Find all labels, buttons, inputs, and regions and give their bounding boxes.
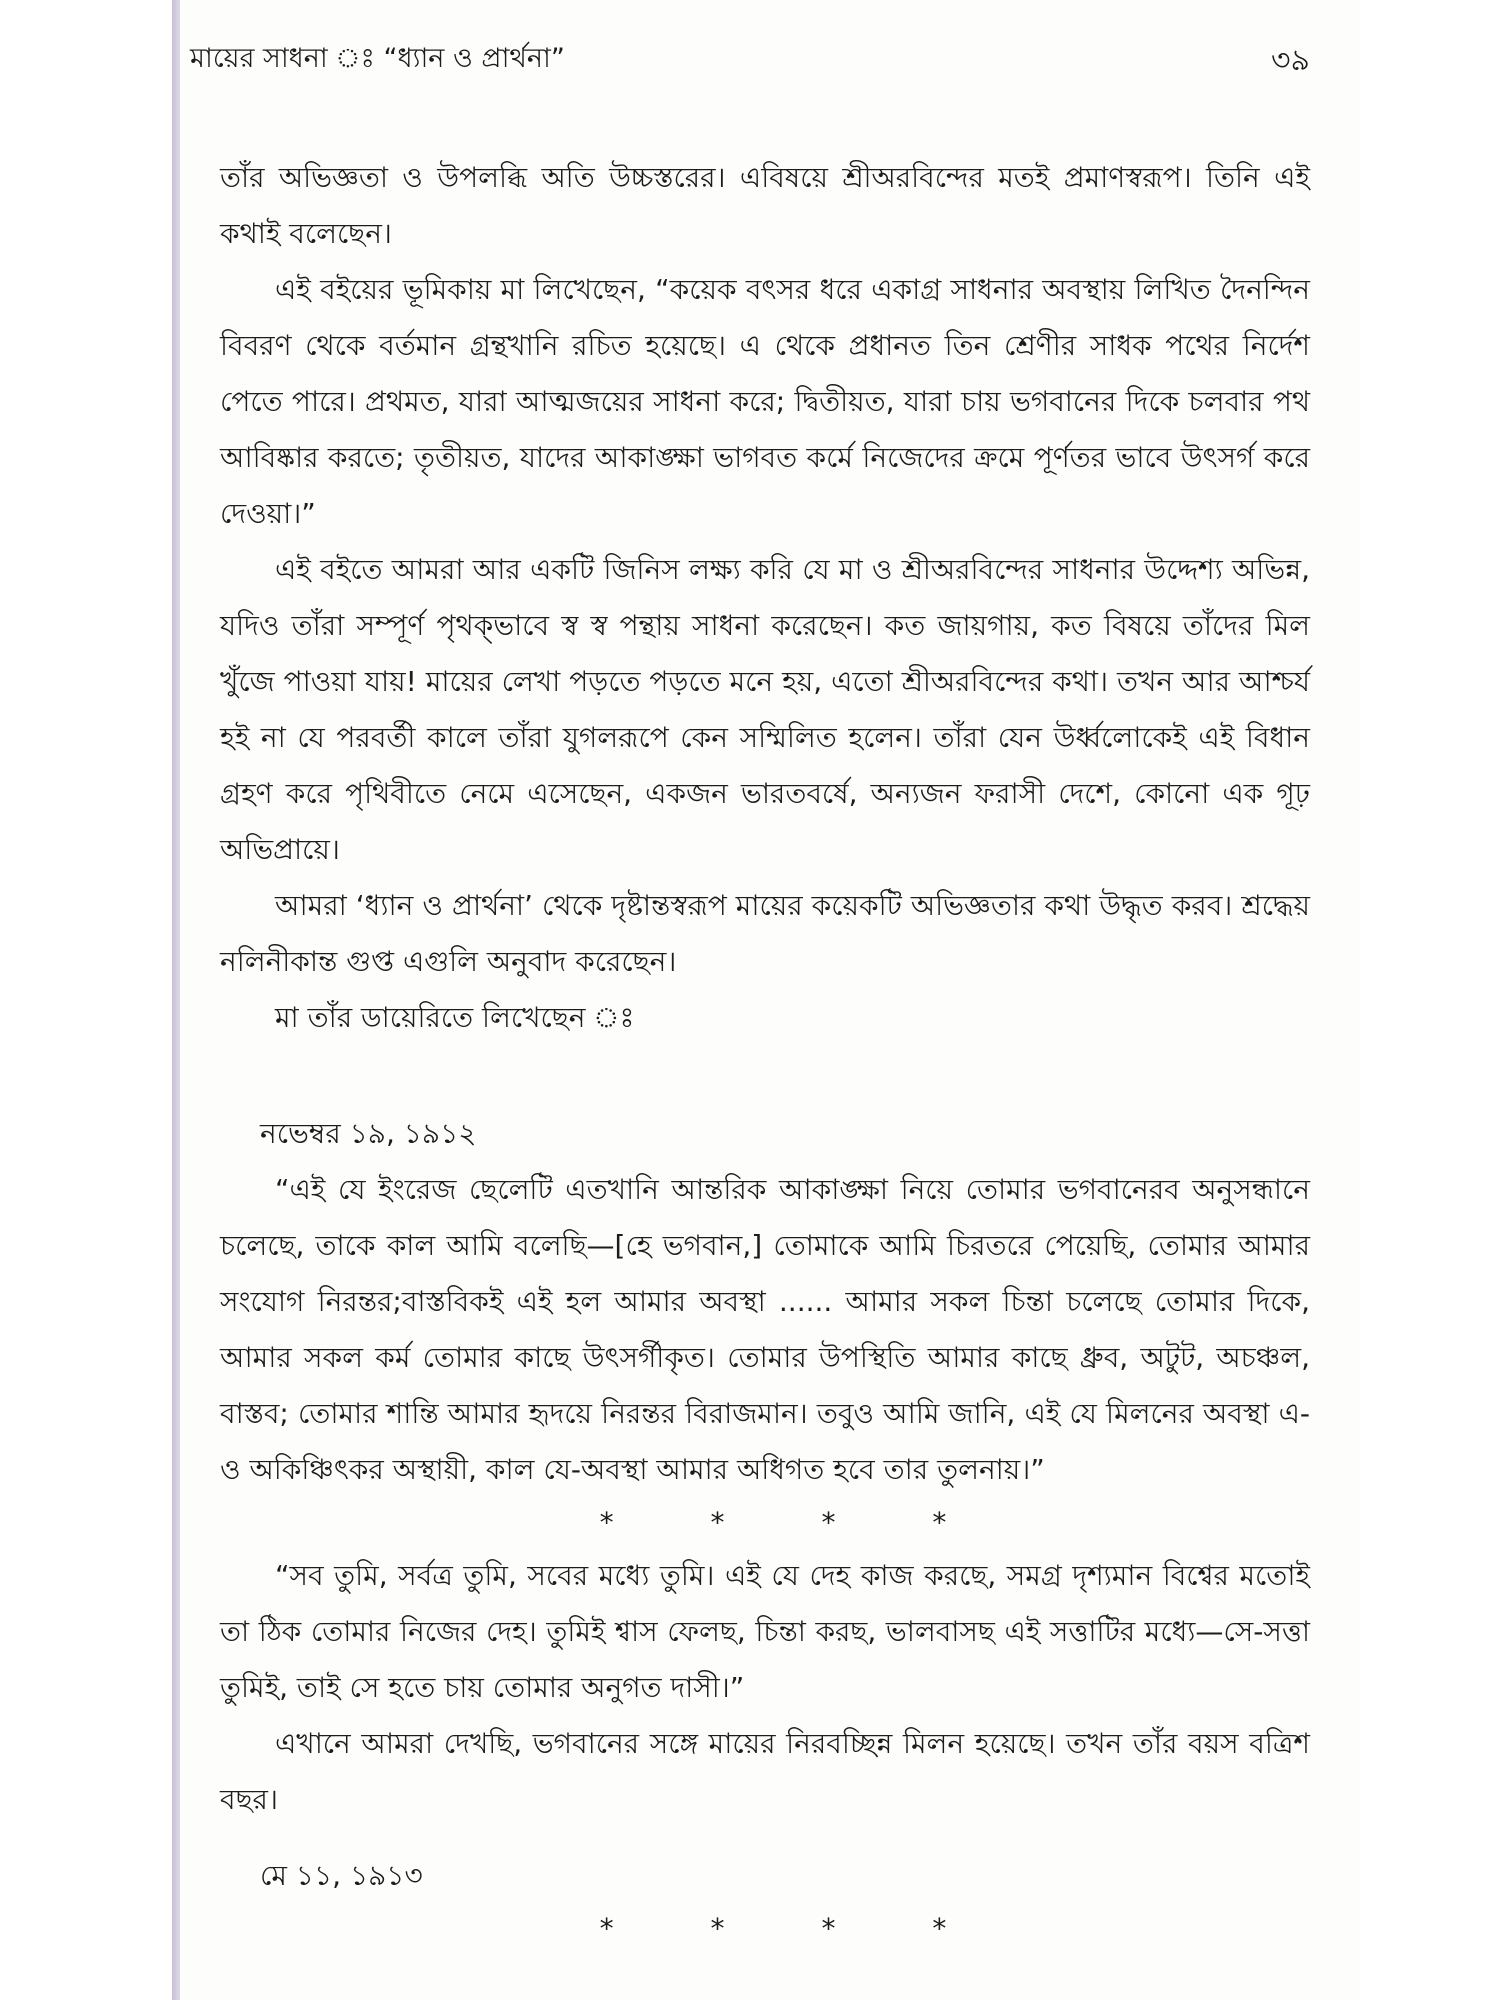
paragraph-1: তাঁর অভিজ্ঞতা ও উপলব্ধি অতি উচ্চস্তরের। এবিষয়ে শ্রীঅরবিন্দের মতই প্রমাণস্বরূপ। তিনি এই কথাই বলেছেন। <box>220 161 1310 250</box>
paragraph-2: এই বইয়ের ভূমিকায় মা লিখেছেন, “কয়েক বৎসর ধরে একাগ্র সাধনার অবস্থায় লিখিত দৈনন্দিন বিবরণ থেকে বর্তমান গ্রন্থখানি রচিত হয়েছে। এ থেকে প্রধানত তিন শ্রেণীর সাধক পথের নির্দেশ পেতে পারে। প্রথমত, যারা আত্মজয়ের সাধনা করে; দ্বিতীয়ত, যারা চায় ভগবানের দিকে চলবার পথ আবিষ্কার করতে; তৃতীয়ত, যাদের আকাঙ্ক্ষা ভাগবত কর্মে নিজেদের ক্রমে পূর্ণতর ভাবে উৎসর্গ করে দেওয়া।” <box>220 273 1310 530</box>
section-break-2: * * * * <box>599 1912 991 1945</box>
page-body <box>220 150 1310 1954</box>
quote-2: “সব তুমি, সর্বত্র তুমি, সবের মধ্যে তুমি। এই যে দেহ কাজ করছে, সমগ্র দৃশ্যমান বিশ্বের মতোই তা ঠিক তোমার নিজের দেহ। তুমিই শ্বাস ফেলছ, চিন্তা করছ, ভালবাসছ এই সত্তাটির মধ্যে—সে-সত্তা তুমিই, তাই সে হতে চায় তোমার অনুগত দাসী।” <box>220 1559 1310 1704</box>
paragraph-4: আমরা ‘ধ্যান ও প্রার্থনা’ থেকে দৃষ্টান্তস্বরূপ মায়ের কয়েকটি অভিজ্ঞতার কথা উদ্ধৃত করব। শ্রদ্ধেয় নলিনীকান্ত গুপ্ত এগুলি অনুবাদ করেছেন। <box>220 889 1310 978</box>
paragraph-3: এই বইতে আমরা আর একটি জিনিস লক্ষ্য করি যে মা ও শ্রীঅরবিন্দের সাধনার উদ্দেশ্য অভিন্ন, যদিও তাঁরা সম্পূর্ণ পৃথক্‌ভাবে স্ব স্ব পন্থায় সাধনা করেছেন। কত জায়গায়, কত বিষয়ে তাঁদের মিল খুঁজে পাওয়া যায়! মায়ের লেখা পড়তে পড়তে মনে হয়, এতো শ্রীঅরবিন্দের কথা। তখন আর আশ্চর্য হই না যে পরবর্তী কালে তাঁরা যুগলরূপে কেন সম্মিলিত হলেন। তাঁরা যেন উর্ধ্বলোকেই এই বিধান গ্রহণ করে পৃথিবীতে নেমে এসেছেন, একজন ভারতবর্ষে, অন্যজন ফরাসী দেশে, কোনো এক গূঢ় অভিপ্রায়ে। <box>220 553 1310 866</box>
diary-date-1: নভেম্বর ১৯, ১৯১২ <box>260 1117 477 1150</box>
page-number: ৩৯ <box>1271 43 1310 78</box>
section-break-1: * * * * <box>599 1506 991 1539</box>
running-title: মায়ের সাধনা ঃ “ধ্যান ও প্রার্থনা” <box>190 43 565 74</box>
paragraph-5: মা তাঁর ডায়েরিতে লিখেছেন ঃ <box>275 1001 635 1034</box>
paragraph-6: এখানে আমরা দেখছি, ভগবানের সঙ্গে মায়ের নিরবচ্ছিন্ন মিলন হয়েছে। তখন তাঁর বয়স বত্রিশ বছর। <box>220 1727 1310 1816</box>
diary-date-2: মে ১১, ১৯১৩ <box>260 1859 423 1892</box>
quote-1: “এই যে ইংরেজ ছেলেটি এতখানি আন্তরিক আকাঙ্ক্ষা নিয়ে তোমার ভগবানেরব অনুসন্ধানে চলেছে, তাকে কাল আমি বলেছি—[হে ভগবান,] তোমাকে আমি চিরতরে পেয়েছি, তোমার আমার সংযোগ নিরন্তর;বাস্তবিকই এই হল আমার অবস্থা ...... আমার সকল চিন্তা চলেছে তোমার দিকে, আমার সকল কর্ম তোমার কাছে উৎসর্গীকৃত। তোমার উপস্থিতি আমার কাছে ধ্রুব, অটুট, অচঞ্চল, বাস্তব; তোমার শান্তি আমার হৃদয়ে নিরন্তর বিরাজমান। তবুও আমি জানি, এই যে মিলনের অবস্থা এ-ও অকিঞ্চিৎকর অস্থায়ী, কাল যে-অবস্থা আমার অধিগত হবে তার তুলনায়।” <box>220 1173 1310 1486</box>
page-header <box>190 30 1310 80</box>
